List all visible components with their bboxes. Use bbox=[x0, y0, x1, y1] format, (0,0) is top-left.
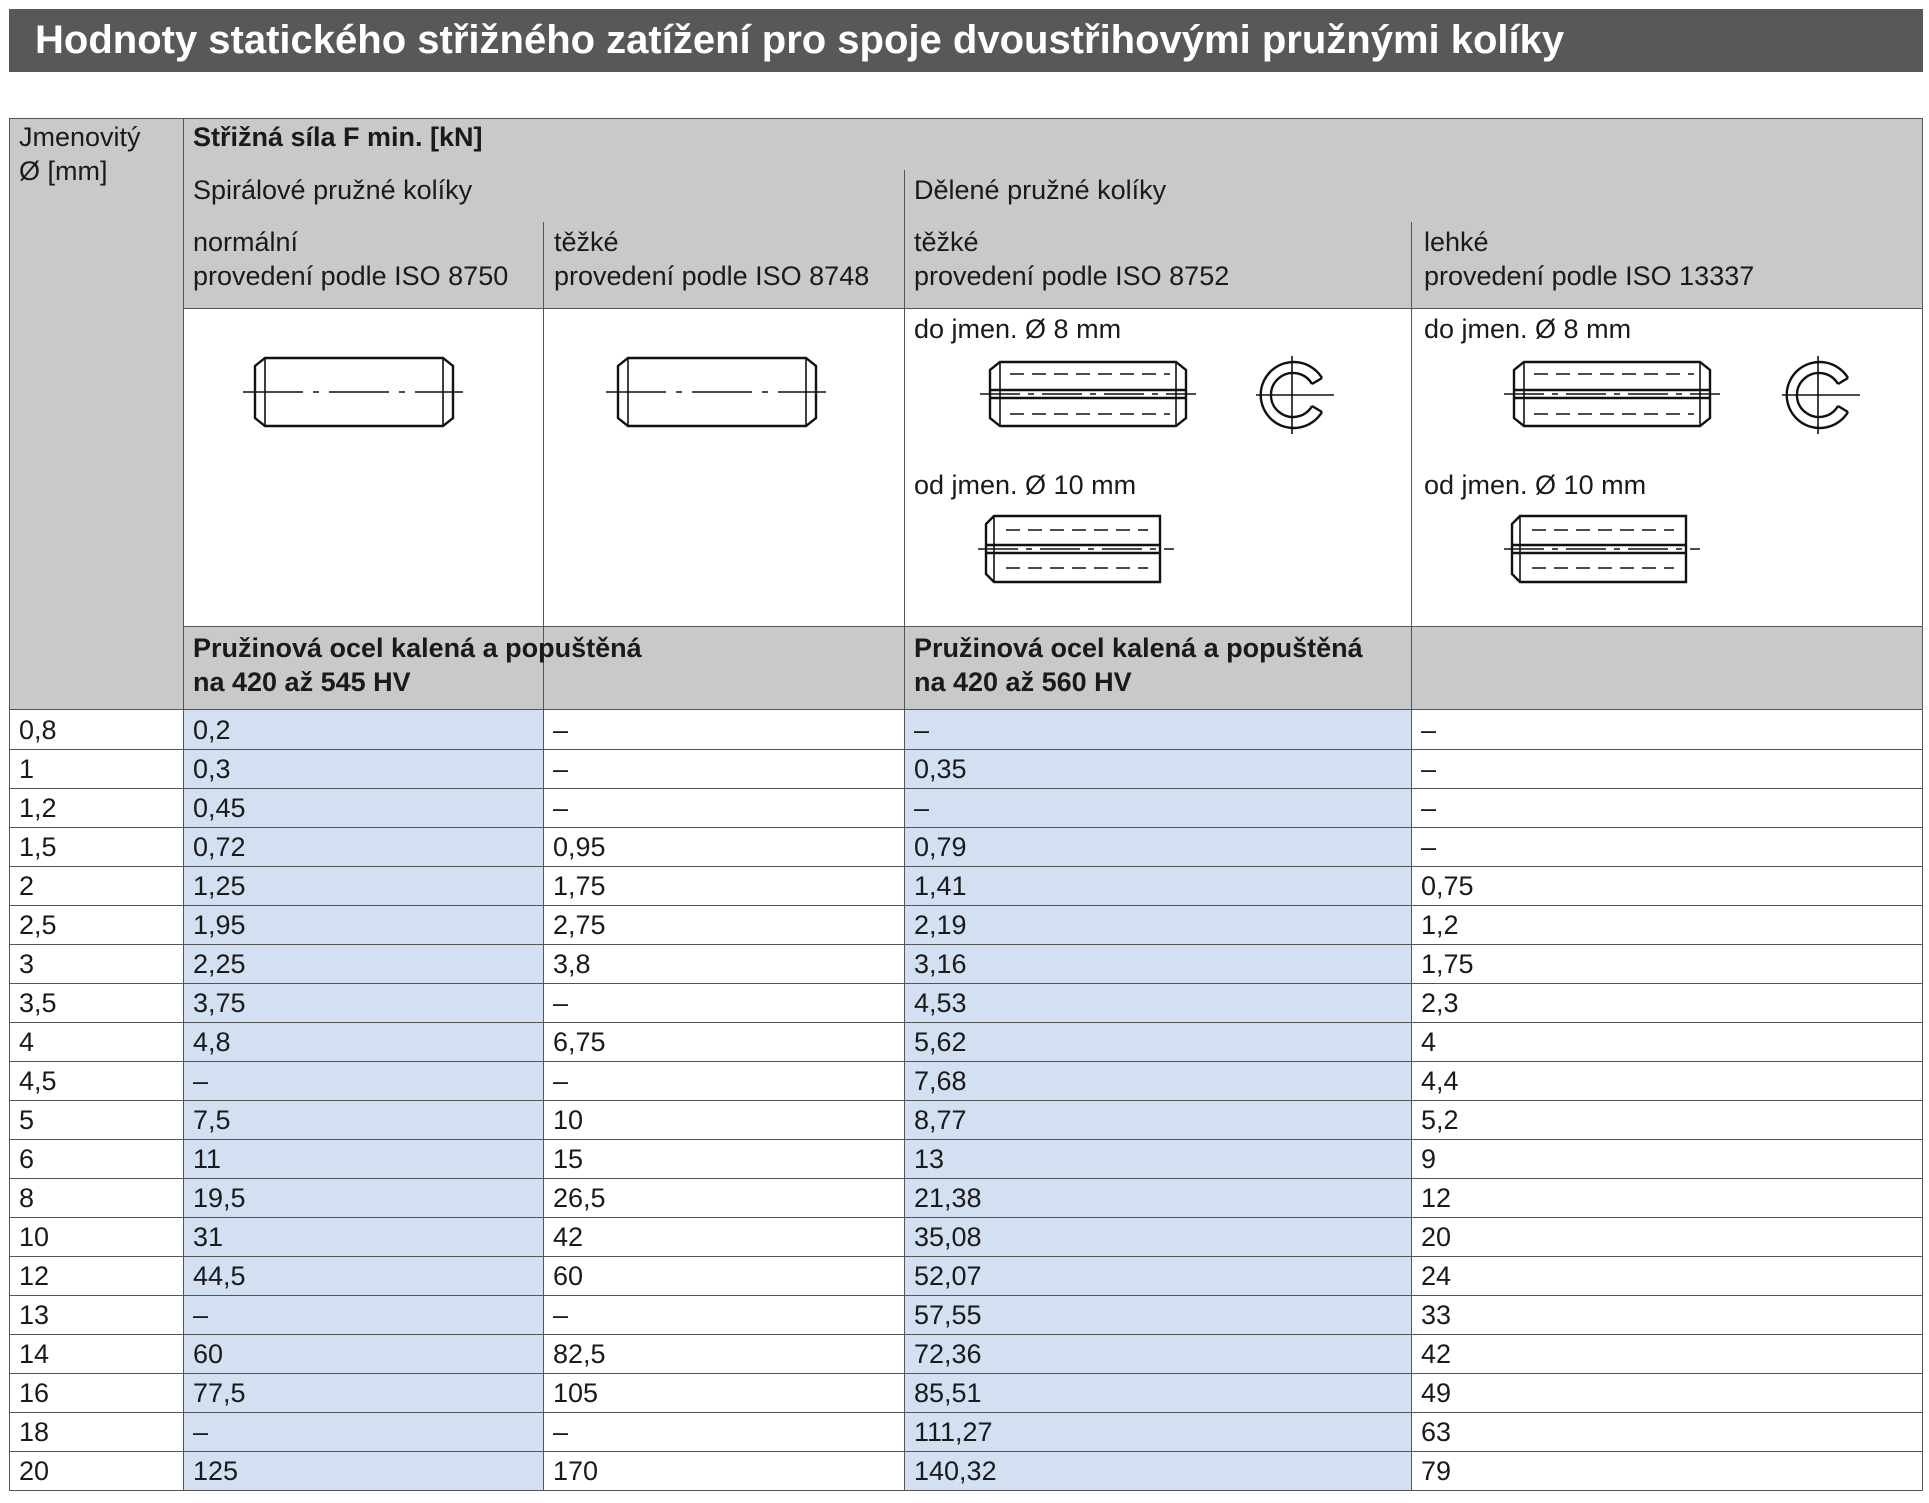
value-cell: 15 bbox=[553, 1144, 584, 1174]
value-cell: 10 bbox=[553, 1105, 584, 1135]
value-cell: 63 bbox=[1421, 1417, 1452, 1447]
col4-line2: provedení podle ISO 13337 bbox=[1424, 261, 1755, 291]
value-cell: 3,75 bbox=[183, 983, 543, 1022]
value-cell: – bbox=[183, 1295, 543, 1334]
value-cell: 13 bbox=[904, 1139, 1411, 1178]
value-cell: – bbox=[553, 793, 569, 823]
value-cell: 7,68 bbox=[904, 1061, 1411, 1100]
spiral-pin-drawing-icon bbox=[243, 352, 463, 432]
material-spiral-line2: na 420 až 545 HV bbox=[193, 667, 411, 697]
table-row bbox=[9, 905, 1923, 944]
value-cell: 0,72 bbox=[183, 827, 543, 866]
table-row bbox=[9, 1451, 1923, 1490]
table-row bbox=[9, 1334, 1923, 1373]
diameter-cell: 3,5 bbox=[19, 988, 57, 1018]
table-row bbox=[9, 827, 1923, 866]
value-cell: 1,25 bbox=[183, 866, 543, 905]
col2-line1: těžké bbox=[554, 227, 619, 257]
value-cell: 1,75 bbox=[1421, 949, 1474, 979]
diameter-cell: 3 bbox=[19, 949, 35, 979]
material-split-line1: Pružinová ocel kalená a popuštěná bbox=[914, 633, 1363, 663]
diameter-cell: 10 bbox=[19, 1222, 50, 1252]
table-row bbox=[9, 1295, 1923, 1334]
value-cell: 4,8 bbox=[183, 1022, 543, 1061]
value-cell: 1,95 bbox=[183, 905, 543, 944]
table-row bbox=[9, 1139, 1923, 1178]
value-cell: 24 bbox=[1421, 1261, 1452, 1291]
diameter-cell: 1,2 bbox=[19, 793, 57, 823]
value-cell: 11 bbox=[183, 1139, 543, 1178]
split-pin-drawing-icon bbox=[978, 512, 1178, 586]
split-pin-drawing-icon bbox=[1504, 356, 1720, 432]
value-cell: 12 bbox=[1421, 1183, 1452, 1213]
diameter-cell: 0,8 bbox=[19, 715, 57, 745]
value-cell: – bbox=[553, 1417, 569, 1447]
value-cell: 21,38 bbox=[904, 1178, 1411, 1217]
value-cell: 5,62 bbox=[904, 1022, 1411, 1061]
value-cell: 3,16 bbox=[904, 944, 1411, 983]
table-row bbox=[9, 1412, 1923, 1451]
split-pin-drawing-icon bbox=[1504, 512, 1704, 586]
value-cell: 60 bbox=[183, 1334, 543, 1373]
split-pin-drawing-icon bbox=[980, 356, 1196, 432]
value-cell: 33 bbox=[1421, 1300, 1452, 1330]
diameter-cell: 18 bbox=[19, 1417, 50, 1447]
diameter-cell: 6 bbox=[19, 1144, 35, 1174]
table-row bbox=[9, 710, 1923, 749]
split-pin-cross-section-icon bbox=[1250, 352, 1340, 438]
value-cell: 60 bbox=[553, 1261, 584, 1291]
value-cell: 19,5 bbox=[183, 1178, 543, 1217]
material-split-line2: na 420 až 560 HV bbox=[914, 667, 1132, 697]
value-cell: 5,2 bbox=[1421, 1105, 1459, 1135]
group-spiral: Spirálové pružné kolíky bbox=[193, 175, 473, 205]
value-cell: 57,55 bbox=[904, 1295, 1411, 1334]
table-row bbox=[9, 788, 1923, 827]
value-cell: – bbox=[1421, 754, 1437, 784]
value-cell: 35,08 bbox=[904, 1217, 1411, 1256]
value-cell: 2,19 bbox=[904, 905, 1411, 944]
diameter-cell: 4,5 bbox=[19, 1066, 57, 1096]
drawing-label-upto8-light: do jmen. Ø 8 mm bbox=[1424, 314, 1632, 344]
value-cell: – bbox=[1421, 715, 1437, 745]
diameter-cell: 2,5 bbox=[19, 910, 57, 940]
value-cell: 82,5 bbox=[553, 1339, 606, 1369]
diameter-cell: 16 bbox=[19, 1378, 50, 1408]
col1-line1: normální bbox=[193, 227, 299, 257]
value-cell: 0,35 bbox=[904, 749, 1411, 788]
value-cell: 1,41 bbox=[904, 866, 1411, 905]
table-row bbox=[9, 983, 1923, 1022]
value-cell: 105 bbox=[553, 1378, 599, 1408]
value-cell: 52,07 bbox=[904, 1256, 1411, 1295]
diameter-header-cell bbox=[9, 118, 183, 709]
value-cell: 0,79 bbox=[904, 827, 1411, 866]
diameter-header-line2: Ø [mm] bbox=[19, 156, 108, 186]
value-cell: 111,27 bbox=[904, 1412, 1411, 1451]
value-cell: 44,5 bbox=[183, 1256, 543, 1295]
value-cell: 1,2 bbox=[1421, 910, 1459, 940]
diameter-cell: 2 bbox=[19, 871, 35, 901]
value-cell: 0,2 bbox=[183, 710, 543, 749]
table-row bbox=[9, 1022, 1923, 1061]
diameter-cell: 1 bbox=[19, 754, 35, 784]
col3-line2: provedení podle ISO 8752 bbox=[914, 261, 1230, 291]
drawing-label-from10-light: od jmen. Ø 10 mm bbox=[1424, 470, 1647, 500]
value-cell: 79 bbox=[1421, 1456, 1452, 1486]
diameter-cell: 4 bbox=[19, 1027, 35, 1057]
value-cell: – bbox=[183, 1061, 543, 1100]
material-spiral-line1: Pružinová ocel kalená a popuštěná bbox=[193, 633, 642, 663]
split-pin-cross-section-icon bbox=[1776, 352, 1866, 438]
value-cell: 2,75 bbox=[553, 910, 606, 940]
table-row bbox=[9, 749, 1923, 788]
drawing-label-upto8-heavy: do jmen. Ø 8 mm bbox=[914, 314, 1122, 344]
value-cell: 125 bbox=[183, 1451, 543, 1490]
value-cell: 2,25 bbox=[183, 944, 543, 983]
value-cell: 42 bbox=[1421, 1339, 1452, 1369]
force-title: Střižná síla F min. [kN] bbox=[193, 122, 483, 152]
table-row bbox=[9, 866, 1923, 905]
value-cell: 20 bbox=[1421, 1222, 1452, 1252]
value-cell: 72,36 bbox=[904, 1334, 1411, 1373]
value-cell: – bbox=[1421, 793, 1437, 823]
value-cell: 2,3 bbox=[1421, 988, 1459, 1018]
col3-line1: těžké bbox=[914, 227, 979, 257]
value-cell: 0,95 bbox=[553, 832, 606, 862]
diameter-cell: 12 bbox=[19, 1261, 50, 1291]
table-row bbox=[9, 1373, 1923, 1412]
value-cell: 0,45 bbox=[183, 788, 543, 827]
value-cell: 1,75 bbox=[553, 871, 606, 901]
col4-line1: lehké bbox=[1424, 227, 1489, 257]
diameter-cell: 5 bbox=[19, 1105, 35, 1135]
value-cell: 77,5 bbox=[183, 1373, 543, 1412]
diameter-cell: 8 bbox=[19, 1183, 35, 1213]
value-cell: 31 bbox=[183, 1217, 543, 1256]
table-row bbox=[9, 1100, 1923, 1139]
value-cell: 26,5 bbox=[553, 1183, 606, 1213]
page-title: Hodnoty statického střižného zatížení pro spoje dvoustřihovými pružnými kolíky bbox=[9, 9, 1923, 72]
value-cell: – bbox=[553, 1066, 569, 1096]
group-split: Dělené pružné kolíky bbox=[914, 175, 1167, 205]
col2-line2: provedení podle ISO 8748 bbox=[554, 261, 870, 291]
value-cell: 7,5 bbox=[183, 1100, 543, 1139]
value-cell: 4,53 bbox=[904, 983, 1411, 1022]
value-cell: – bbox=[183, 1412, 543, 1451]
value-cell: – bbox=[904, 788, 1411, 827]
diameter-cell: 14 bbox=[19, 1339, 50, 1369]
table-row bbox=[9, 1061, 1923, 1100]
diameter-cell: 1,5 bbox=[19, 832, 57, 862]
value-cell: 140,32 bbox=[904, 1451, 1411, 1490]
value-cell: 6,75 bbox=[553, 1027, 606, 1057]
value-cell: 4,4 bbox=[1421, 1066, 1459, 1096]
value-cell: 85,51 bbox=[904, 1373, 1411, 1412]
value-cell: 170 bbox=[553, 1456, 599, 1486]
value-cell: 4 bbox=[1421, 1027, 1437, 1057]
value-cell: – bbox=[553, 1300, 569, 1330]
value-cell: 49 bbox=[1421, 1378, 1452, 1408]
value-cell: – bbox=[553, 754, 569, 784]
value-cell: 0,3 bbox=[183, 749, 543, 788]
value-cell: 9 bbox=[1421, 1144, 1437, 1174]
value-cell: 8,77 bbox=[904, 1100, 1411, 1139]
table-row bbox=[9, 1217, 1923, 1256]
value-cell: 3,8 bbox=[553, 949, 591, 979]
value-cell: – bbox=[553, 988, 569, 1018]
diameter-header-line1: Jmenovitý bbox=[19, 122, 141, 152]
col1-line2: provedení podle ISO 8750 bbox=[193, 261, 509, 291]
value-cell: 0,75 bbox=[1421, 871, 1474, 901]
spiral-pin-drawing-icon bbox=[606, 352, 826, 432]
table-row bbox=[9, 1178, 1923, 1217]
table-row bbox=[9, 944, 1923, 983]
value-cell: – bbox=[553, 715, 569, 745]
table-row bbox=[9, 1256, 1923, 1295]
diameter-cell: 13 bbox=[19, 1300, 50, 1330]
drawing-label-from10-heavy: od jmen. Ø 10 mm bbox=[914, 470, 1137, 500]
value-cell: – bbox=[904, 710, 1411, 749]
diameter-cell: 20 bbox=[19, 1456, 50, 1486]
value-cell: – bbox=[1421, 832, 1437, 862]
value-cell: 42 bbox=[553, 1222, 584, 1252]
